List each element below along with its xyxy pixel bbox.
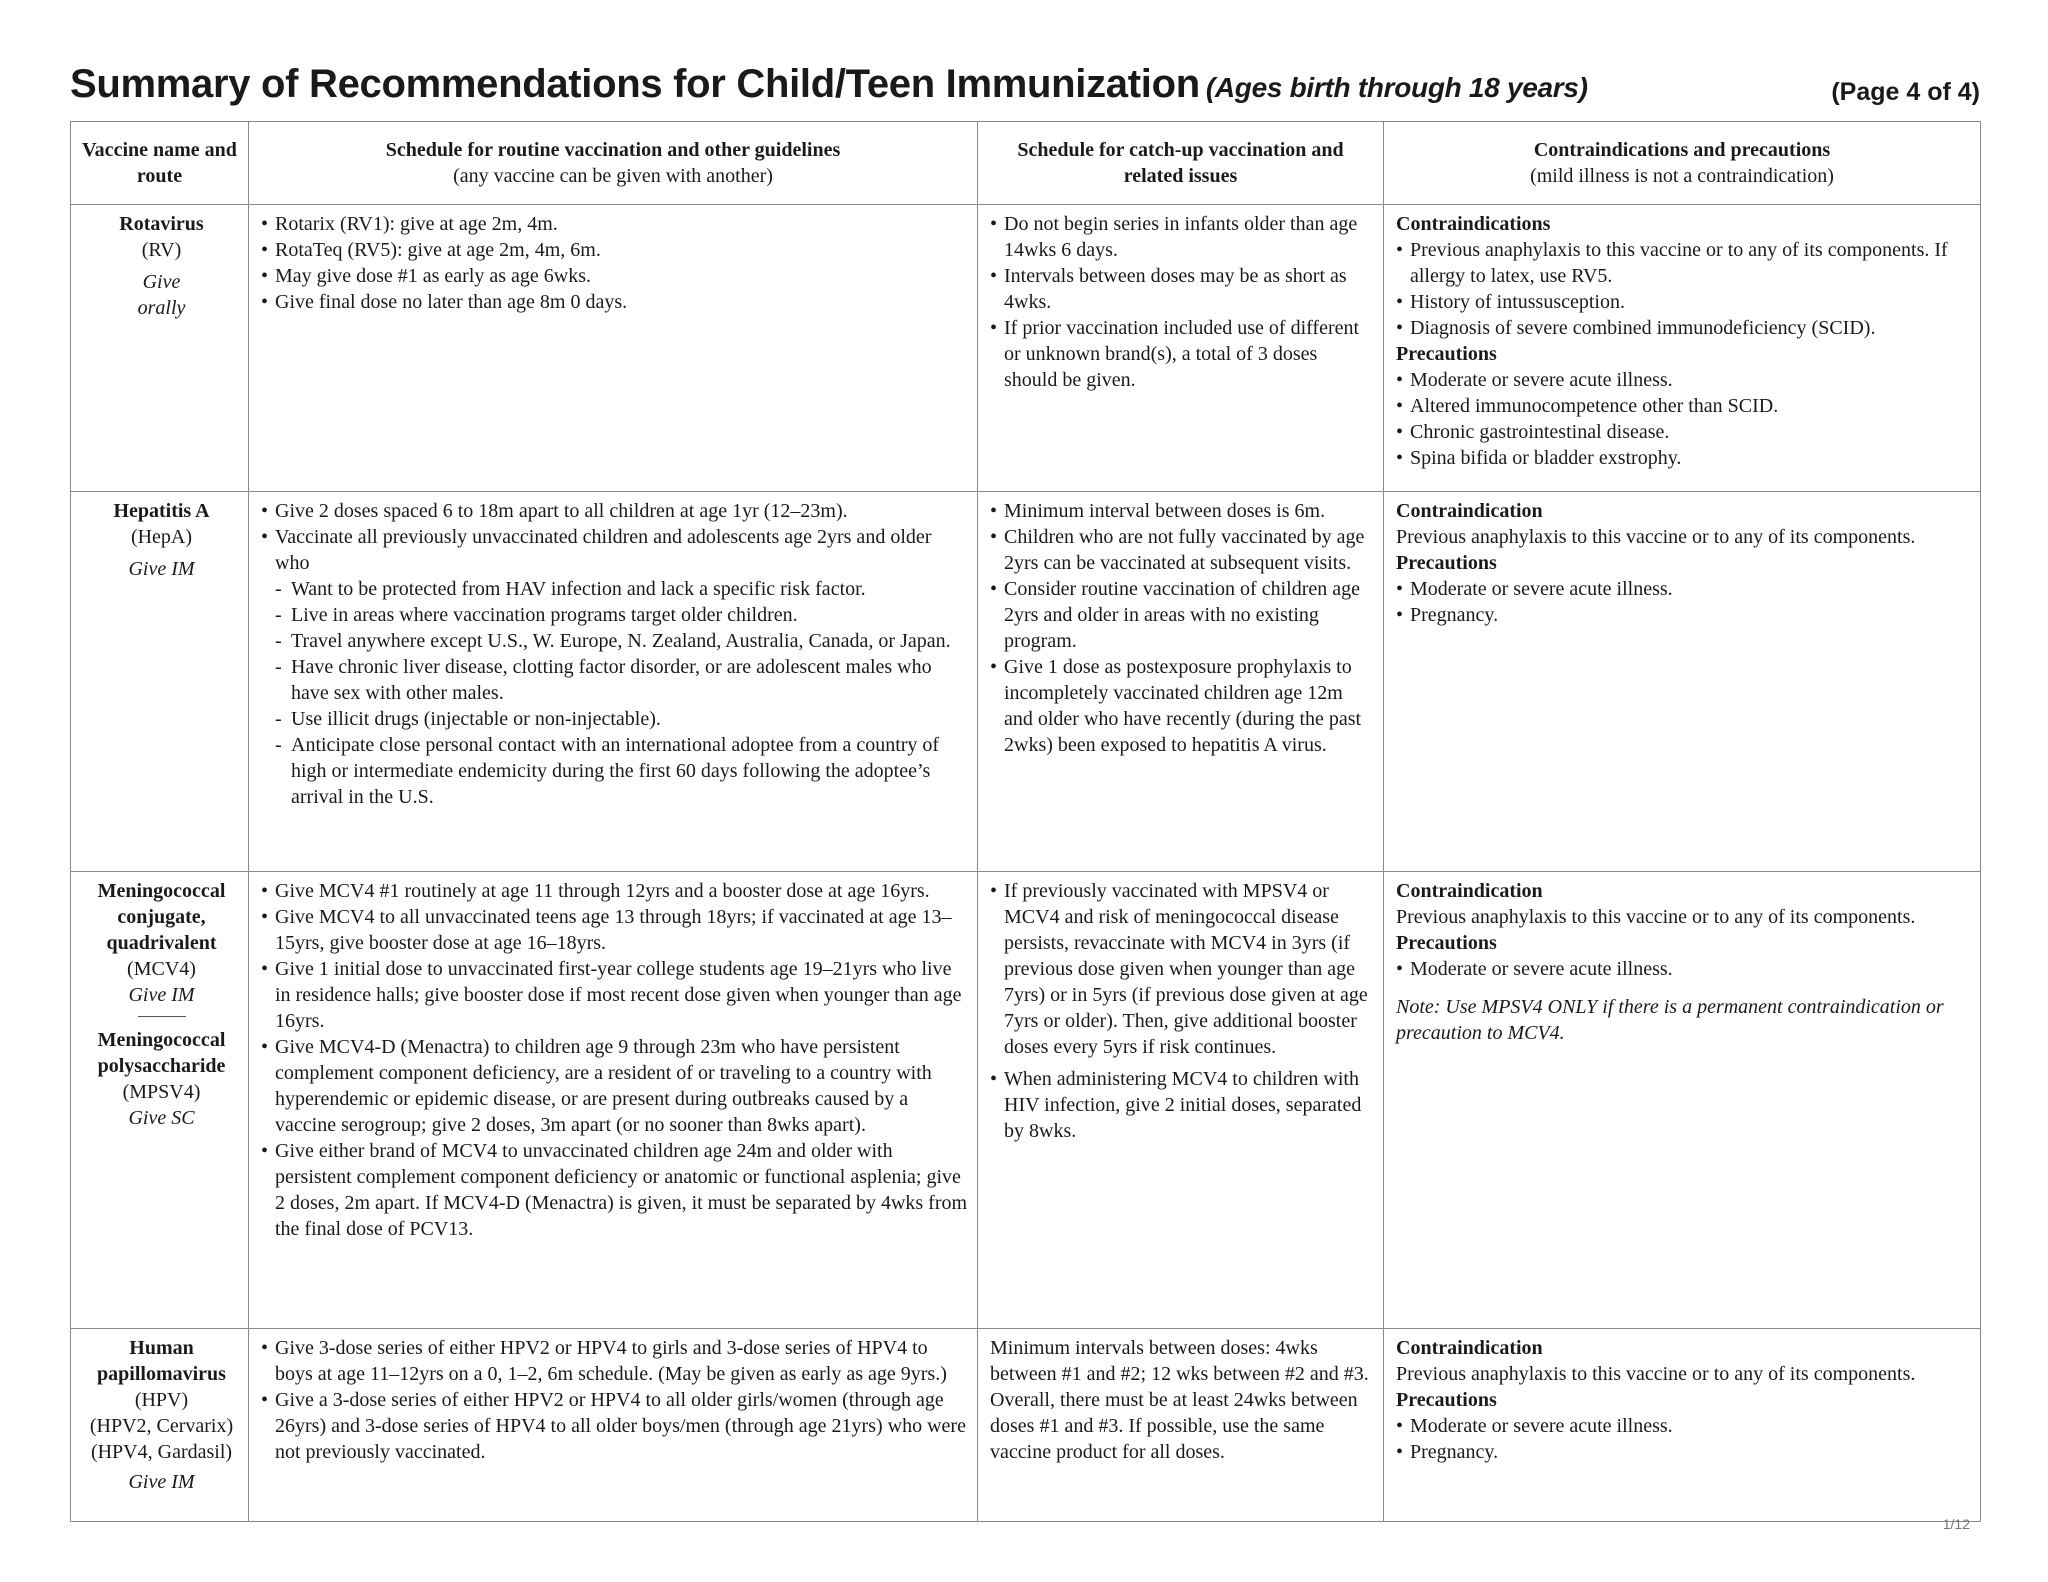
list-item: • Give final dose no later than age 8m 0 days.: [261, 289, 969, 315]
contraindications-cell: [1384, 1329, 1981, 1522]
table-row-meningococcal: [71, 872, 1981, 1329]
column-header-routine: [249, 122, 978, 205]
list-item: • When administering MCV4 to children with HIV infection, give 2 initial doses, separated by 8wks.: [990, 1066, 1375, 1144]
contraindication-heading: Contraindication: [1396, 500, 1543, 522]
catchup-cell: [978, 1329, 1384, 1522]
vaccine-name: Hepatitis A: [113, 500, 210, 522]
catchup-text: Minimum intervals between doses: 4wks between #1 and #2; 12 wks between #2 and #3. Overall, there must be at least 24wks between doses #1 and #3. If possible, use the same vaccine product for all doses.: [990, 1337, 1369, 1463]
catchup-cell: [978, 872, 1384, 1329]
page-header: [70, 62, 1980, 122]
list-item: - Live in areas where vaccination programs target older children.: [273, 602, 969, 628]
list-item: - Travel anywhere except U.S., W. Europe, N. Zealand, Australia, Canada, or Japan.: [273, 628, 969, 654]
vaccine-name-cell: [71, 205, 249, 492]
list-item: • History of intussusception.: [1396, 289, 1972, 315]
list-item: • Vaccinate all previously unvaccinated children and adolescents age 2yrs and older who: [261, 524, 969, 576]
vaccine-route: Give IM: [128, 558, 195, 580]
routine-cell: [249, 492, 978, 872]
list-item: • Do not begin series in infants older than age 14wks 6 days.: [990, 211, 1375, 263]
catchup-list: [990, 878, 1375, 1144]
table-row-hepatitis-a: [71, 492, 1981, 872]
vaccine-route: Give SC: [128, 1107, 195, 1129]
list-item: • Minimum interval between doses is 6m.: [990, 498, 1375, 524]
vaccine-name: Meningococcal polysaccharide: [97, 1029, 226, 1077]
list-item: • Diagnosis of severe combined immunodeficiency (SCID).: [1396, 315, 1972, 341]
list-item: - Want to be protected from HAV infection and lack a specific risk factor.: [273, 576, 969, 602]
list-item: • Children who are not fully vaccinated by age 2yrs can be vaccinated at subsequent visits.: [990, 524, 1375, 576]
precautions-list: [1396, 1413, 1972, 1465]
column-title: Schedule for routine vaccination and other guidelines: [385, 139, 841, 161]
routine-cell: [249, 205, 978, 492]
catchup-list: [990, 211, 1375, 393]
list-item: • May give dose #1 as early as age 6wks.: [261, 263, 969, 289]
column-subtitle: (mild illness is not a contraindication): [1530, 165, 1834, 187]
precautions-heading: Precautions: [1396, 1389, 1497, 1411]
vaccine-name: Rotavirus: [119, 213, 204, 235]
vaccine-name-cell: [71, 1329, 249, 1522]
list-item: • Give a 3-dose series of either HPV2 or HPV4 to all older girls/women (through age 26yrs) and 3-dose series of HPV4 to all older boys/men (through age 21yrs) who were not previously vaccinated.: [261, 1387, 969, 1465]
vaccine-abbr: (MPSV4): [122, 1081, 201, 1103]
list-item: • Consider routine vaccination of children age 2yrs and older in areas with no existing program.: [990, 576, 1375, 654]
vaccine-abbr: (RV): [141, 239, 182, 261]
risk-factor-list: [261, 576, 969, 810]
column-title: Vaccine name and route: [82, 139, 237, 187]
page-title: [70, 62, 1588, 107]
contraindication-heading: Contraindication: [1396, 1337, 1543, 1359]
title-text: Summary of Recommendations for Child/Teen Immunization: [70, 62, 1200, 106]
list-item: • If previously vaccinated with MPSV4 or MCV4 and risk of meningococcal disease persists, revaccinate with MCV4 in 3yrs (if previous dose given when younger than age 7yrs) or in 5yrs (if previous dose given at age 7yrs or older). Then, give additional booster doses every 5yrs if risk continues.: [990, 878, 1375, 1060]
list-item: • Moderate or severe acute illness.: [1396, 1413, 1972, 1439]
column-title: Contraindications and precautions: [1533, 139, 1831, 161]
list-item: • Moderate or severe acute illness.: [1396, 956, 1972, 982]
list-item: • Previous anaphylaxis to this vaccine or to any of its components. If allergy to latex, use RV5.: [1396, 237, 1972, 289]
vaccine-route: Give IM: [128, 1471, 195, 1493]
precautions-list: [1396, 576, 1972, 628]
column-title: Schedule for catch-up vaccination and related issues: [1017, 139, 1344, 187]
contraindication-text: Previous anaphylaxis to this vaccine or to any of its components.: [1396, 906, 1916, 928]
list-item: • Intervals between doses may be as short as 4wks.: [990, 263, 1375, 315]
column-subtitle: (any vaccine can be given with another): [453, 165, 773, 187]
column-header-vaccine: [71, 122, 249, 205]
routine-list: [261, 211, 969, 315]
precautions-list: [1396, 367, 1972, 471]
precautions-heading: Precautions: [1396, 932, 1497, 954]
contraindications-cell: [1384, 205, 1981, 492]
table-row-hpv: [71, 1329, 1981, 1522]
contraindications-heading: Contraindications: [1396, 213, 1551, 235]
list-item: • Give MCV4-D (Menactra) to children age 9 through 23m who have persistent complement component deficiency, are a resident of or traveling to a country with hyperendemic or epidemic disease, or are present during outbreaks caused by a vaccine serogroup; give 2 doses, 3m apart (or no sooner than 8wks apart).: [261, 1034, 969, 1138]
list-item: • Give either brand of MCV4 to unvaccinated children age 24m and older with persistent complement component deficiency or anatomic or functional asplenia; give 2 doses, 2m apart. If MCV4-D (Menactra) is given, it must be separated by 4wks from the final dose of PCV13.: [261, 1138, 969, 1242]
footer-code: 1/12: [1942, 1516, 1970, 1532]
list-item: • Moderate or severe acute illness.: [1396, 367, 1972, 393]
separator-rule: [138, 1016, 186, 1017]
catchup-cell: [978, 205, 1384, 492]
vaccine-abbr: (MCV4): [127, 958, 196, 980]
vaccine-name: Human papillomavirus: [97, 1337, 226, 1385]
vaccine-name: Meningococcal conjugate, quadrivalent: [97, 880, 226, 954]
list-item: • Give 1 dose as postexposure prophylaxis to incompletely vaccinated children age 12m and older who have recently (during the past 2wks) been exposed to hepatitis A virus.: [990, 654, 1375, 758]
list-item: - Anticipate close personal contact with an international adoptee from a country of high or intermediate endemicity during the first 60 days following the adoptee’s arrival in the U.S.: [273, 732, 969, 810]
list-item: • Pregnancy.: [1396, 602, 1972, 628]
list-item: • Give 3-dose series of either HPV2 or HPV4 to girls and 3-dose series of HPV4 to boys at age 11–12yrs on a 0, 1–2, 6m schedule. (May be given as early as age 9yrs.): [261, 1335, 969, 1387]
page-subtitle: (Ages birth through 18 years): [1205, 72, 1588, 103]
list-item: • Spina bifida or bladder exstrophy.: [1396, 445, 1972, 471]
vaccine-name-cell: [71, 872, 249, 1329]
list-item: • Chronic gastrointestinal disease.: [1396, 419, 1972, 445]
list-item: - Have chronic liver disease, clotting factor disorder, or are adolescent males who have sex with other males.: [273, 654, 969, 706]
catchup-cell: [978, 492, 1384, 872]
precautions-list: [1396, 956, 1972, 982]
list-item: • Give MCV4 to all unvaccinated teens age 13 through 18yrs; if vaccinated at age 13–15yrs, give booster dose at age 16–18yrs.: [261, 904, 969, 956]
list-item: • Altered immunocompetence other than SCID.: [1396, 393, 1972, 419]
routine-cell: [249, 872, 978, 1329]
list-item: - Use illicit drugs (injectable or non-injectable).: [273, 706, 969, 732]
vaccine-abbr: (HepA): [130, 526, 193, 548]
list-item: • If prior vaccination included use of different or unknown brand(s), a total of 3 doses should be given.: [990, 315, 1375, 393]
immunization-table: [70, 121, 1981, 1522]
contraindications-list: [1396, 237, 1972, 341]
list-item: • Give 1 initial dose to unvaccinated first-year college students age 19–21yrs who live in residence halls; give booster dose if most recent dose given when younger than age 16yrs.: [261, 956, 969, 1034]
precautions-heading: Precautions: [1396, 552, 1497, 574]
contraindication-heading: Contraindication: [1396, 880, 1543, 902]
vaccine-brand: (HPV2, Cervarix): [89, 1415, 234, 1437]
catchup-list: [990, 498, 1375, 758]
vaccine-route: Give IM: [128, 984, 195, 1006]
column-header-catchup: [978, 122, 1384, 205]
vaccine-brand: (HPV4, Gardasil): [90, 1441, 233, 1463]
contraindication-text: Previous anaphylaxis to this vaccine or to any of its components.: [1396, 526, 1916, 548]
mpsv4-note: Note: Use MPSV4 ONLY if there is a permanent contraindication or precaution to MCV4.: [1396, 996, 1944, 1044]
vaccine-route: Give orally: [137, 271, 186, 319]
list-item: • Give 2 doses spaced 6 to 18m apart to all children at age 1yr (12–23m).: [261, 498, 969, 524]
contraindication-text: Previous anaphylaxis to this vaccine or to any of its components.: [1396, 1363, 1916, 1385]
column-header-contraindications: [1384, 122, 1981, 205]
routine-list: [261, 878, 969, 1242]
routine-list: [261, 498, 969, 576]
routine-cell: [249, 1329, 978, 1522]
table-header-row: [71, 122, 1981, 205]
contraindications-cell: [1384, 872, 1981, 1329]
list-item: • Pregnancy.: [1396, 1439, 1972, 1465]
routine-list: [261, 1335, 969, 1465]
list-item: • Moderate or severe acute illness.: [1396, 576, 1972, 602]
list-item: • Give MCV4 #1 routinely at age 11 through 12yrs and a booster dose at age 16yrs.: [261, 878, 969, 904]
vaccine-abbr: (HPV): [134, 1389, 189, 1411]
page-number: (Page 4 of 4): [1831, 78, 1980, 106]
list-item: • Rotarix (RV1): give at age 2m, 4m.: [261, 211, 969, 237]
list-item: • RotaTeq (RV5): give at age 2m, 4m, 6m.: [261, 237, 969, 263]
table-row-rotavirus: [71, 205, 1981, 492]
contraindications-cell: [1384, 492, 1981, 872]
precautions-heading: Precautions: [1396, 343, 1497, 365]
vaccine-name-cell: [71, 492, 249, 872]
